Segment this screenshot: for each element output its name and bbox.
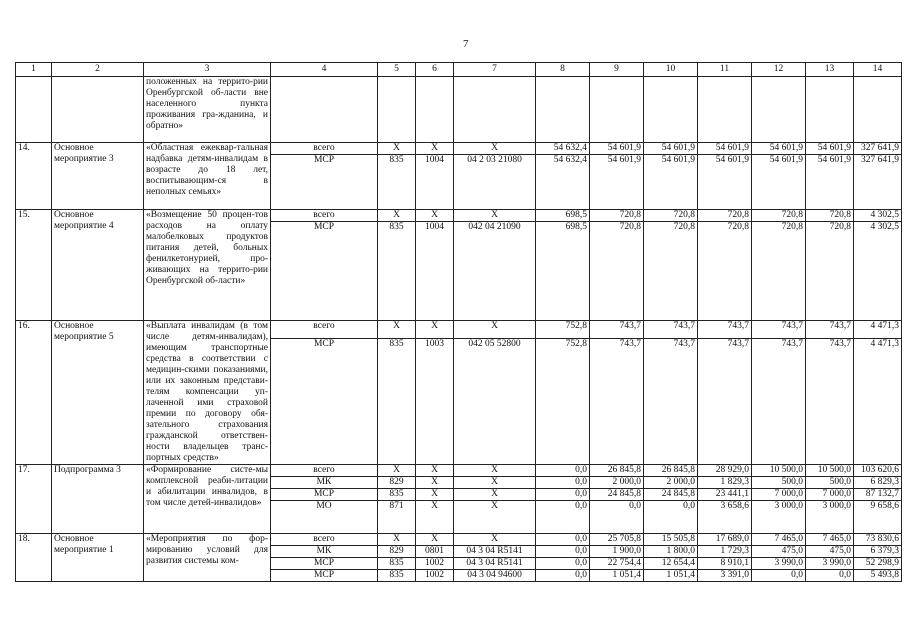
table-row: [16, 465, 902, 477]
cell-c8: 0,0: [536, 570, 590, 582]
col-header: 6: [416, 63, 454, 77]
cell-c13: 7 465,0: [806, 534, 854, 546]
cell-c12: 7 000,0: [752, 489, 806, 501]
cell-c5: 871: [378, 501, 416, 534]
cell-c10: 24 845,8: [644, 489, 698, 501]
cell-c12: 0,0: [752, 570, 806, 582]
cell-c9: 2 000,0: [590, 477, 644, 489]
cell-c6: 1004: [416, 222, 454, 321]
cell-c13: 54 601,9: [806, 143, 854, 155]
cell-c13: 743,7: [806, 321, 854, 339]
cell-c12: 54 601,9: [752, 143, 806, 155]
cell-c11: 54 601,9: [698, 155, 752, 210]
cell-c9: 743,7: [590, 321, 644, 339]
cell-c4: всего: [271, 465, 378, 477]
cell-c4: МСР: [271, 222, 378, 321]
cell-c14: 4 471,3: [854, 321, 902, 339]
cell-c7: X: [454, 489, 536, 501]
cell-c14: 73 830,6: [854, 534, 902, 546]
col-header: 5: [378, 63, 416, 77]
cell-c6: X: [416, 489, 454, 501]
cell-c12: 54 601,9: [752, 155, 806, 210]
cell-c4: всего: [271, 534, 378, 546]
cell-c4: МСР: [271, 570, 378, 582]
cell-c5: 835: [378, 558, 416, 570]
cell-c5: X: [378, 534, 416, 546]
col-header: 13: [806, 63, 854, 77]
cell-c13: 475,0: [806, 546, 854, 558]
cell-c9: 26 845,8: [590, 465, 644, 477]
col-header: 11: [698, 63, 752, 77]
cell-c10: 2 000,0: [644, 477, 698, 489]
cell-c8: 698,5: [536, 222, 590, 321]
cell-c5: X: [378, 465, 416, 477]
cell-c12: 743,7: [752, 321, 806, 339]
cell-c9: 54 601,9: [590, 155, 644, 210]
cell-c7: 04 3 04 R5141: [454, 558, 536, 570]
cell-c6: X: [416, 465, 454, 477]
cell-c8: 752,8: [536, 321, 590, 339]
cell-c9: 720,8: [590, 210, 644, 222]
cell-c4: МСР: [271, 155, 378, 210]
col-header: 2: [52, 63, 144, 77]
cell-c5: X: [378, 143, 416, 155]
measure-name: Основное мероприятие 3: [52, 143, 144, 210]
cell-c11: 3 658,6: [698, 501, 752, 534]
cell-c8: 752,8: [536, 339, 590, 465]
cell-c9: 0,0: [590, 501, 644, 534]
cell-c11: 8 910,1: [698, 558, 752, 570]
cell-c13: 743,7: [806, 339, 854, 465]
measure-description: «Возмещение 50 процен-тов расходов на оплату малобелковых продуктов питания детей, больных фенилкетонурией, про-живающих на террито-рии Оренбургской об-ласти»: [144, 210, 271, 321]
cell-c12: 720,8: [752, 222, 806, 321]
cell-c8: 0,0: [536, 558, 590, 570]
col-header: 10: [644, 63, 698, 77]
cell-c5: 829: [378, 546, 416, 558]
cell-c7: X: [454, 143, 536, 155]
cell-c8: 0,0: [536, 534, 590, 546]
cell-c5: 835: [378, 222, 416, 321]
cell-c10: 0,0: [644, 501, 698, 534]
cell-c5: 835: [378, 489, 416, 501]
table-row: [16, 210, 902, 222]
cell-c14: 327 641,9: [854, 155, 902, 210]
cell-c4: МСР: [271, 339, 378, 465]
cell-c8: 0,0: [536, 501, 590, 534]
cell-c7: 04 3 04 94600: [454, 570, 536, 582]
cell-c7: X: [454, 465, 536, 477]
cell-c10: 720,8: [644, 222, 698, 321]
cell-c5: 835: [378, 155, 416, 210]
cell-c10: 1 051,4: [644, 570, 698, 582]
measure-name: Подпрограмма 3: [52, 465, 144, 534]
col-header: 12: [752, 63, 806, 77]
col-header: 1: [16, 63, 52, 77]
cell-c10: 743,7: [644, 321, 698, 339]
cell-c4: всего: [271, 210, 378, 222]
cell-c11: 1 829,3: [698, 477, 752, 489]
col-header: 9: [590, 63, 644, 77]
cell-c8: 0,0: [536, 546, 590, 558]
cell-c14: 103 620,6: [854, 465, 902, 477]
cell-c9: 1 900,0: [590, 546, 644, 558]
measure-name: Основное мероприятие 1: [52, 534, 144, 582]
measure-description: «Выплата инвалидам (в том числе детям-инвалидам), имеющим транспортные средства в соответствии с медицин-скими показаниями, или их законным представи-телям компенсации уп-лаченной ими страховой премии по договору обя-зательного страхования гражданской ответствен-ности владельцев транс-портных средств»: [144, 321, 271, 465]
row-number: 15.: [16, 210, 52, 321]
cell-c6: X: [416, 321, 454, 339]
cell-c7: X: [454, 321, 536, 339]
col-header: 7: [454, 63, 536, 77]
cell-c14: 327 641,9: [854, 143, 902, 155]
col-header: 14: [854, 63, 902, 77]
cell-c6: 1003: [416, 339, 454, 465]
cell-c9: 24 845,8: [590, 489, 644, 501]
page-number: 7: [463, 38, 469, 50]
cell-c11: 720,8: [698, 210, 752, 222]
cell-c13: 10 500,0: [806, 465, 854, 477]
cell-c11: 720,8: [698, 222, 752, 321]
cell-c14: 4 302,5: [854, 222, 902, 321]
cell-c12: 7 465,0: [752, 534, 806, 546]
row-number: 18.: [16, 534, 52, 582]
row-number: 17.: [16, 465, 52, 534]
cell-c4: МСР: [271, 489, 378, 501]
table-row: [16, 534, 902, 546]
cell-c6: X: [416, 534, 454, 546]
measure-description: «Мероприятия по фор-мированию условий для развития системы ком-: [144, 534, 271, 582]
cell-c12: 720,8: [752, 210, 806, 222]
cell-c4: всего: [271, 143, 378, 155]
row-number: 16.: [16, 321, 52, 465]
cell-c14: 4 302,5: [854, 210, 902, 222]
cell-c13: 7 000,0: [806, 489, 854, 501]
cell-c7: X: [454, 501, 536, 534]
cell-c9: 25 705,8: [590, 534, 644, 546]
cell-c9: 22 754,4: [590, 558, 644, 570]
cell-c6: X: [416, 477, 454, 489]
continued-row: [16, 77, 902, 143]
continued-description: положенных на террито-рии Оренбургской об-ласти вне населенного пункта проживания гра-жданина, и обратно»: [144, 77, 271, 143]
cell-c6: 0801: [416, 546, 454, 558]
cell-c4: всего: [271, 321, 378, 339]
cell-c12: 500,0: [752, 477, 806, 489]
cell-c10: 15 505,8: [644, 534, 698, 546]
cell-c6: 1002: [416, 570, 454, 582]
cell-c10: 12 654,4: [644, 558, 698, 570]
row-number: 14.: [16, 143, 52, 210]
measure-description: «Формирование систе-мы комплексной реаби-литации и абилитации инвалидов, в том числе детей-инвалидов»: [144, 465, 271, 534]
cell-c8: 0,0: [536, 477, 590, 489]
cell-c7: 042 05 52800: [454, 339, 536, 465]
cell-c7: 042 04 21090: [454, 222, 536, 321]
cell-c7: 04 2 03 21080: [454, 155, 536, 210]
cell-c10: 743,7: [644, 339, 698, 465]
cell-c5: X: [378, 210, 416, 222]
cell-c10: 720,8: [644, 210, 698, 222]
cell-c6: X: [416, 143, 454, 155]
cell-c8: 0,0: [536, 465, 590, 477]
cell-c4: МК: [271, 546, 378, 558]
cell-c7: X: [454, 477, 536, 489]
cell-c11: 743,7: [698, 339, 752, 465]
cell-c10: 1 800,0: [644, 546, 698, 558]
cell-c7: X: [454, 534, 536, 546]
cell-c10: 54 601,9: [644, 143, 698, 155]
cell-c6: X: [416, 210, 454, 222]
measure-description: «Областная ежеквар-тальная надбавка детям-инвалидам в возрасте до 18 лет, воспитывающим-ся в неполных семьях»: [144, 143, 271, 210]
cell-c6: 1002: [416, 558, 454, 570]
cell-c13: 720,8: [806, 210, 854, 222]
cell-c12: 3 990,0: [752, 558, 806, 570]
cell-c11: 54 601,9: [698, 143, 752, 155]
cell-c7: X: [454, 210, 536, 222]
cell-c11: 28 929,0: [698, 465, 752, 477]
measure-name: Основное мероприятие 5: [52, 321, 144, 465]
cell-c8: 54 632,4: [536, 155, 590, 210]
cell-c13: 0,0: [806, 570, 854, 582]
header-row: [16, 63, 902, 77]
col-header: 3: [144, 63, 271, 77]
cell-c14: 9 658,6: [854, 501, 902, 534]
cell-c14: 6 829,3: [854, 477, 902, 489]
measure-name: Основное мероприятие 4: [52, 210, 144, 321]
cell-c13: 3 990,0: [806, 558, 854, 570]
cell-c13: 500,0: [806, 477, 854, 489]
cell-c14: 4 471,3: [854, 339, 902, 465]
cell-c14: 5 493,8: [854, 570, 902, 582]
table-row: [16, 321, 902, 339]
col-header: 4: [271, 63, 378, 77]
cell-c4: МО: [271, 501, 378, 534]
cell-c8: 54 632,4: [536, 143, 590, 155]
cell-c11: 743,7: [698, 321, 752, 339]
cell-c4: МК: [271, 477, 378, 489]
cell-c14: 52 298,9: [854, 558, 902, 570]
cell-c12: 3 000,0: [752, 501, 806, 534]
cell-c13: 54 601,9: [806, 155, 854, 210]
cell-c6: X: [416, 501, 454, 534]
cell-c12: 475,0: [752, 546, 806, 558]
cell-c5: 835: [378, 570, 416, 582]
cell-c12: 10 500,0: [752, 465, 806, 477]
table-row: [16, 143, 902, 155]
cell-c8: 698,5: [536, 210, 590, 222]
cell-c6: 1004: [416, 155, 454, 210]
budget-table: [15, 62, 902, 582]
cell-c9: 720,8: [590, 222, 644, 321]
cell-c7: 04 3 04 R5141: [454, 546, 536, 558]
cell-c10: 54 601,9: [644, 155, 698, 210]
cell-c14: 6 379,3: [854, 546, 902, 558]
cell-c4: МСР: [271, 558, 378, 570]
cell-c14: 87 132,7: [854, 489, 902, 501]
cell-c10: 26 845,8: [644, 465, 698, 477]
cell-c11: 3 391,0: [698, 570, 752, 582]
cell-c9: 743,7: [590, 339, 644, 465]
cell-c5: X: [378, 321, 416, 339]
cell-c13: 720,8: [806, 222, 854, 321]
cell-c13: 3 000,0: [806, 501, 854, 534]
cell-c11: 17 689,0: [698, 534, 752, 546]
cell-c9: 1 051,4: [590, 570, 644, 582]
col-header: 8: [536, 63, 590, 77]
cell-c5: 829: [378, 477, 416, 489]
cell-c11: 23 441,1: [698, 489, 752, 501]
cell-c11: 1 729,3: [698, 546, 752, 558]
cell-c8: 0,0: [536, 489, 590, 501]
cell-c9: 54 601,9: [590, 143, 644, 155]
cell-c5: 835: [378, 339, 416, 465]
cell-c12: 743,7: [752, 339, 806, 465]
